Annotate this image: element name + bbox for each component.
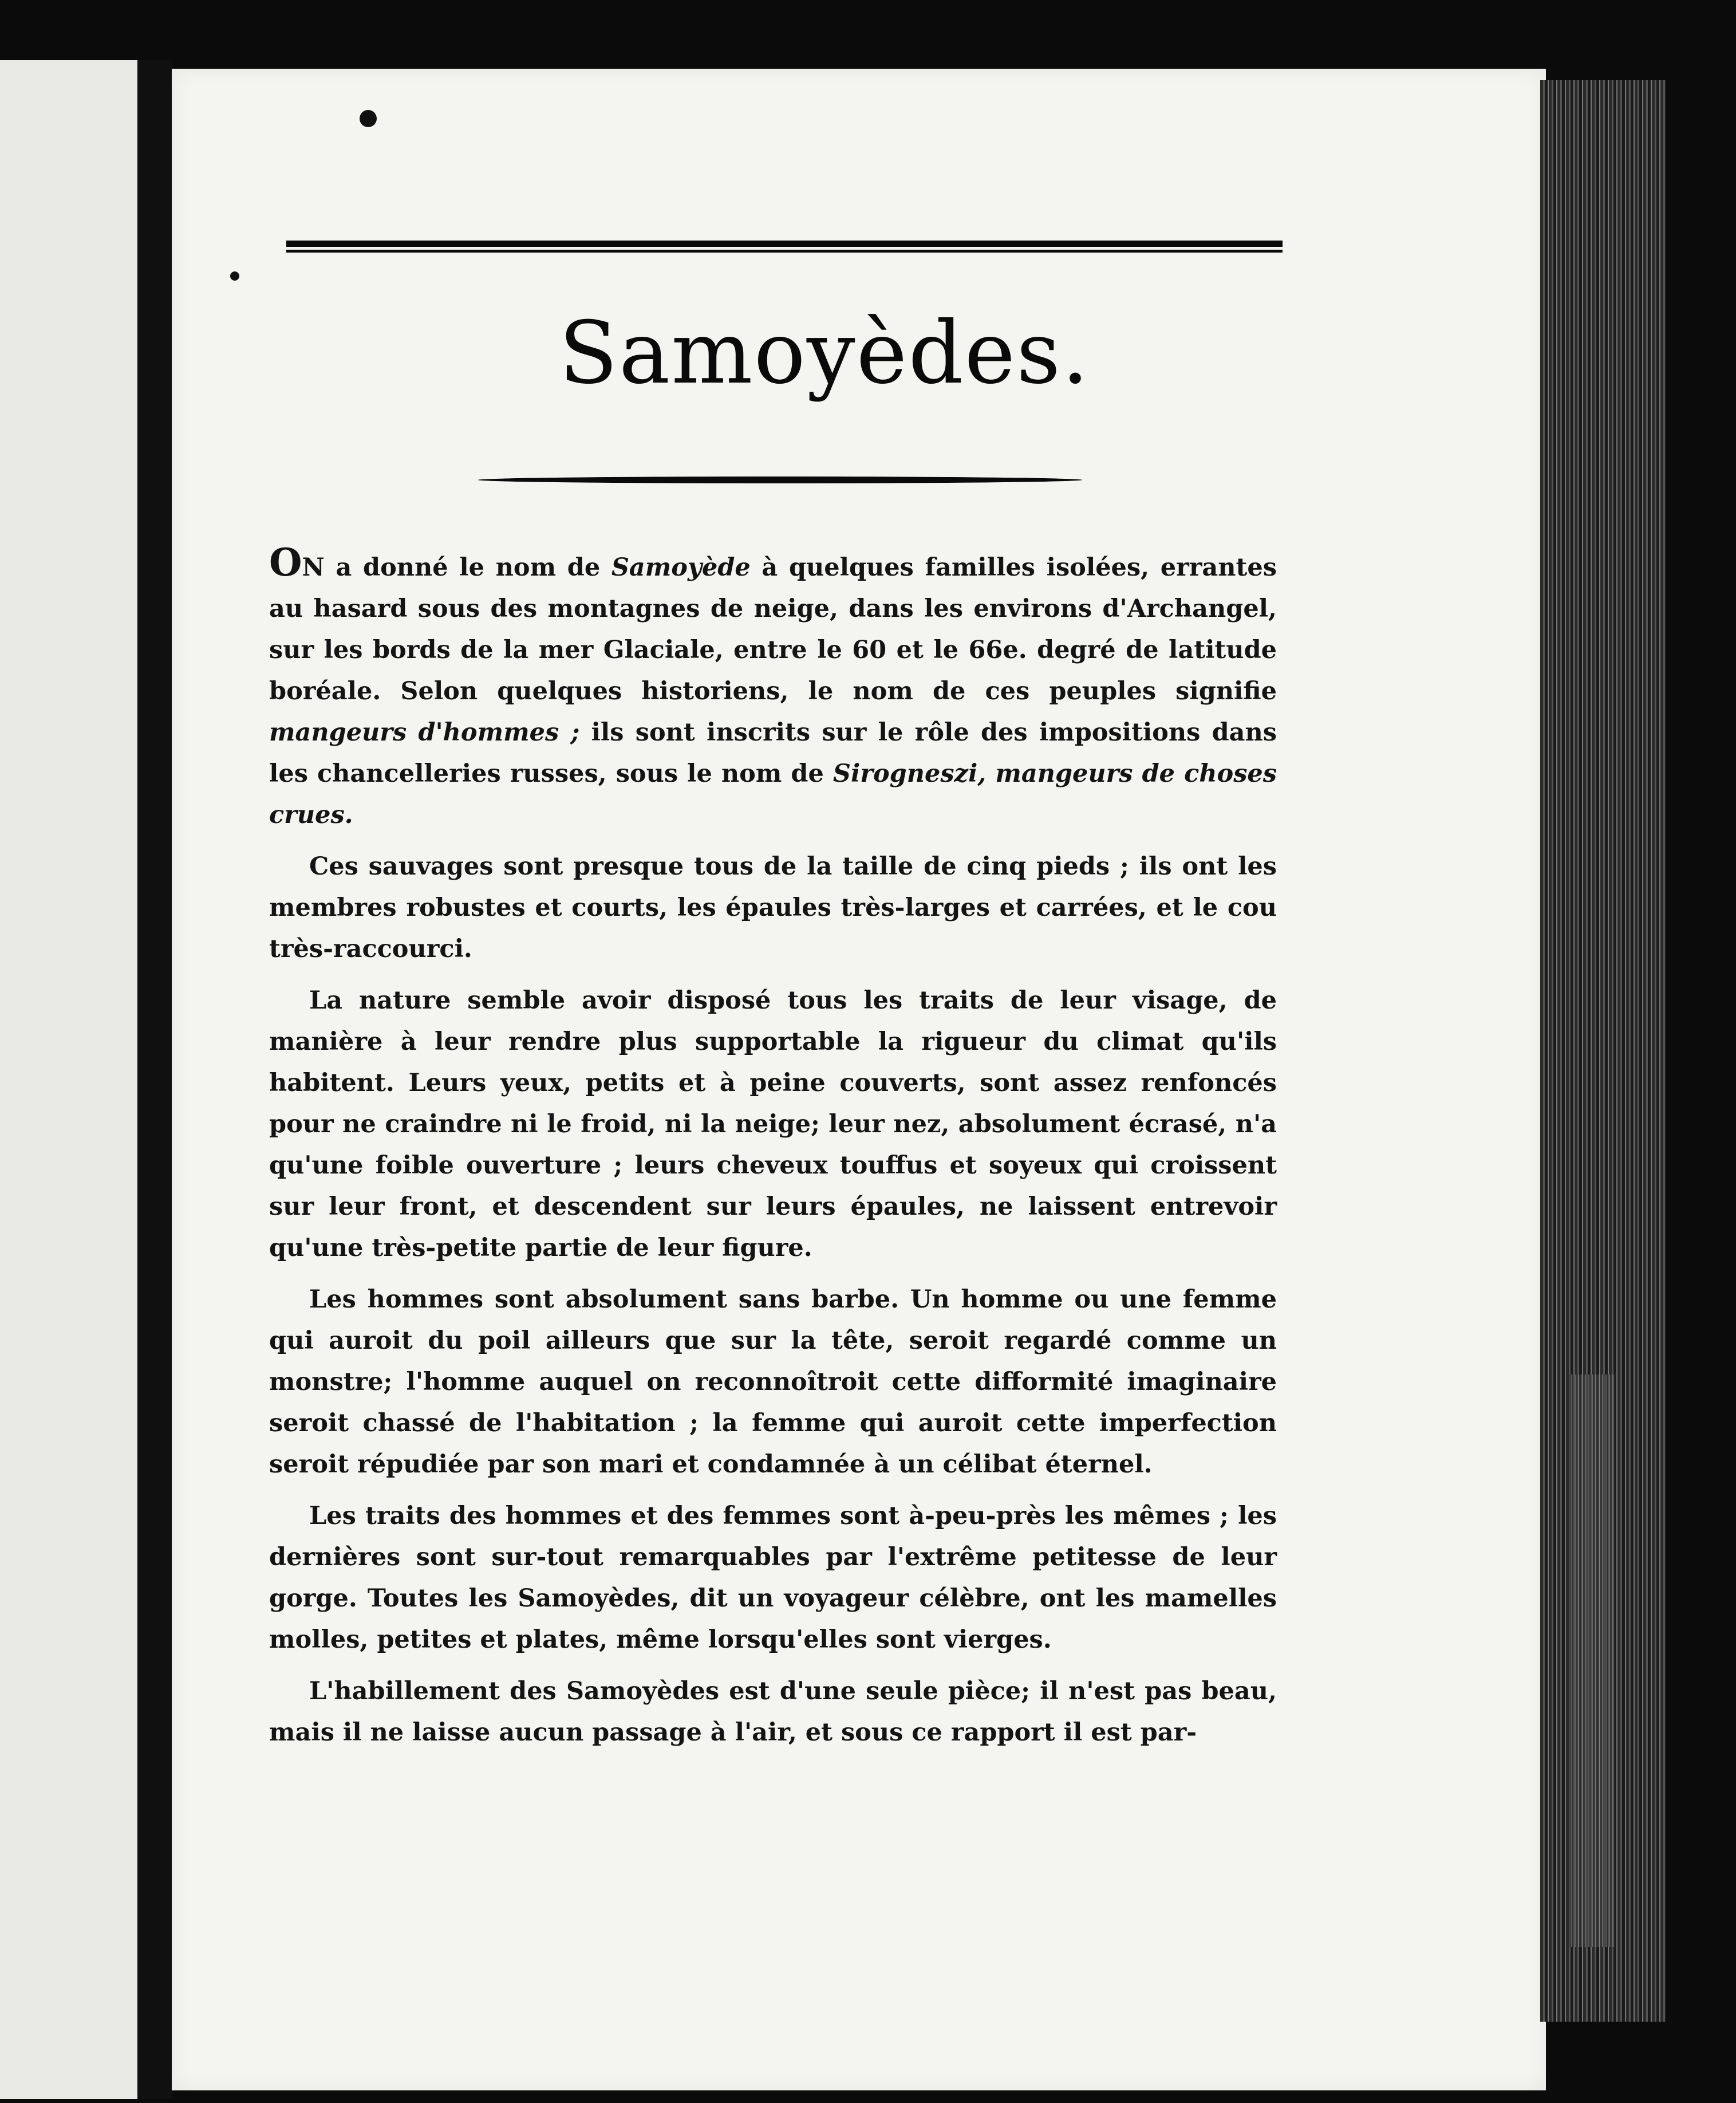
drop-cap: O	[269, 540, 302, 585]
paragraph	[269, 1279, 1277, 1485]
ink-blot	[360, 110, 377, 127]
text-run: Ces sauvages sont presque tous de la taille de cinq pieds ; ils ont les membres robustes et courts, les épaules très-larges et carrées, et le cou très-raccourci.	[269, 852, 1277, 963]
page-title: Samoyèdes.	[559, 304, 1090, 403]
text-run: Les traits des hommes et des femmes sont à-peu-près les mêmes ; les dernières sont sur-tout remarquables par l'extrême petitesse de leur gorge. Toutes les Samoyèdes, dit un voyageur célèbre, ont les mamelles molles, petites et plates, même lorsqu'elles sont vierges.	[269, 1502, 1277, 1654]
text-run: Les hommes sont absolument sans barbe. Un homme ou une femme qui auroit du poil ailleurs que sur la tête, seroit regardé comme un monstre; l'homme auquel on reconnoîtroit cette difformité imaginaire seroit chassé de l'habitation ; la femme qui auroit cette imperfection seroit répudiée par son mari et condamnée à un célibat éternel.	[269, 1285, 1277, 1479]
header-double-rule	[286, 241, 1283, 253]
paragraph	[269, 980, 1277, 1269]
italic-text: mangeurs d'hommes ;	[269, 718, 580, 747]
title-ornament-rule	[478, 476, 1082, 483]
body-text	[269, 540, 1277, 1763]
text-run: L'habillement des Samoyèdes est d'une seule pièce; il n'est pas beau, mais il ne laisse aucun passage à l'air, et sous ce rapport il est par-	[269, 1677, 1277, 1747]
paragraph	[269, 1495, 1277, 1660]
text-run: La nature semble avoir disposé tous les traits de leur visage, de manière à leur rendre plus supportable la rigueur du climat qu'ils habitent. Leurs yeux, petits et à peine couverts, sont assez renfoncés pour ne craindre ni le froid, ni la neige; leur nez, absolument écrasé, n'a qu'une foible ouverture ; leurs cheveux touffus et soyeux qui croissent sur leur front, et descendent sur leurs épaules, ne laissent entrevoir qu'une très-petite partie de leur figure.	[269, 986, 1277, 1262]
text-run: N a donné le nom de	[302, 553, 611, 582]
paragraph	[269, 1671, 1277, 1753]
italic-text: Samoyède	[611, 553, 751, 582]
italic-text: Sirogneszi, mangeurs de choses crues.	[269, 759, 1277, 829]
ink-blot	[230, 271, 239, 281]
text-run: à quelques familles isolées, errantes au hasard sous des montagnes de neige, dans les environs d'Archangel, sur les bords de la mer Glaciale, entre le 60 et le 66e. degré de latitude boréale. Selon quelques historiens, le nom de ces peuples signifie	[269, 553, 1277, 706]
paragraph	[269, 540, 1277, 836]
text-run: ils sont inscrits sur le rôle des impositions dans les chancelleries russes, sous le nom de	[269, 718, 1277, 788]
page-edges-highlight	[1569, 1375, 1615, 1947]
paragraph	[269, 846, 1277, 970]
